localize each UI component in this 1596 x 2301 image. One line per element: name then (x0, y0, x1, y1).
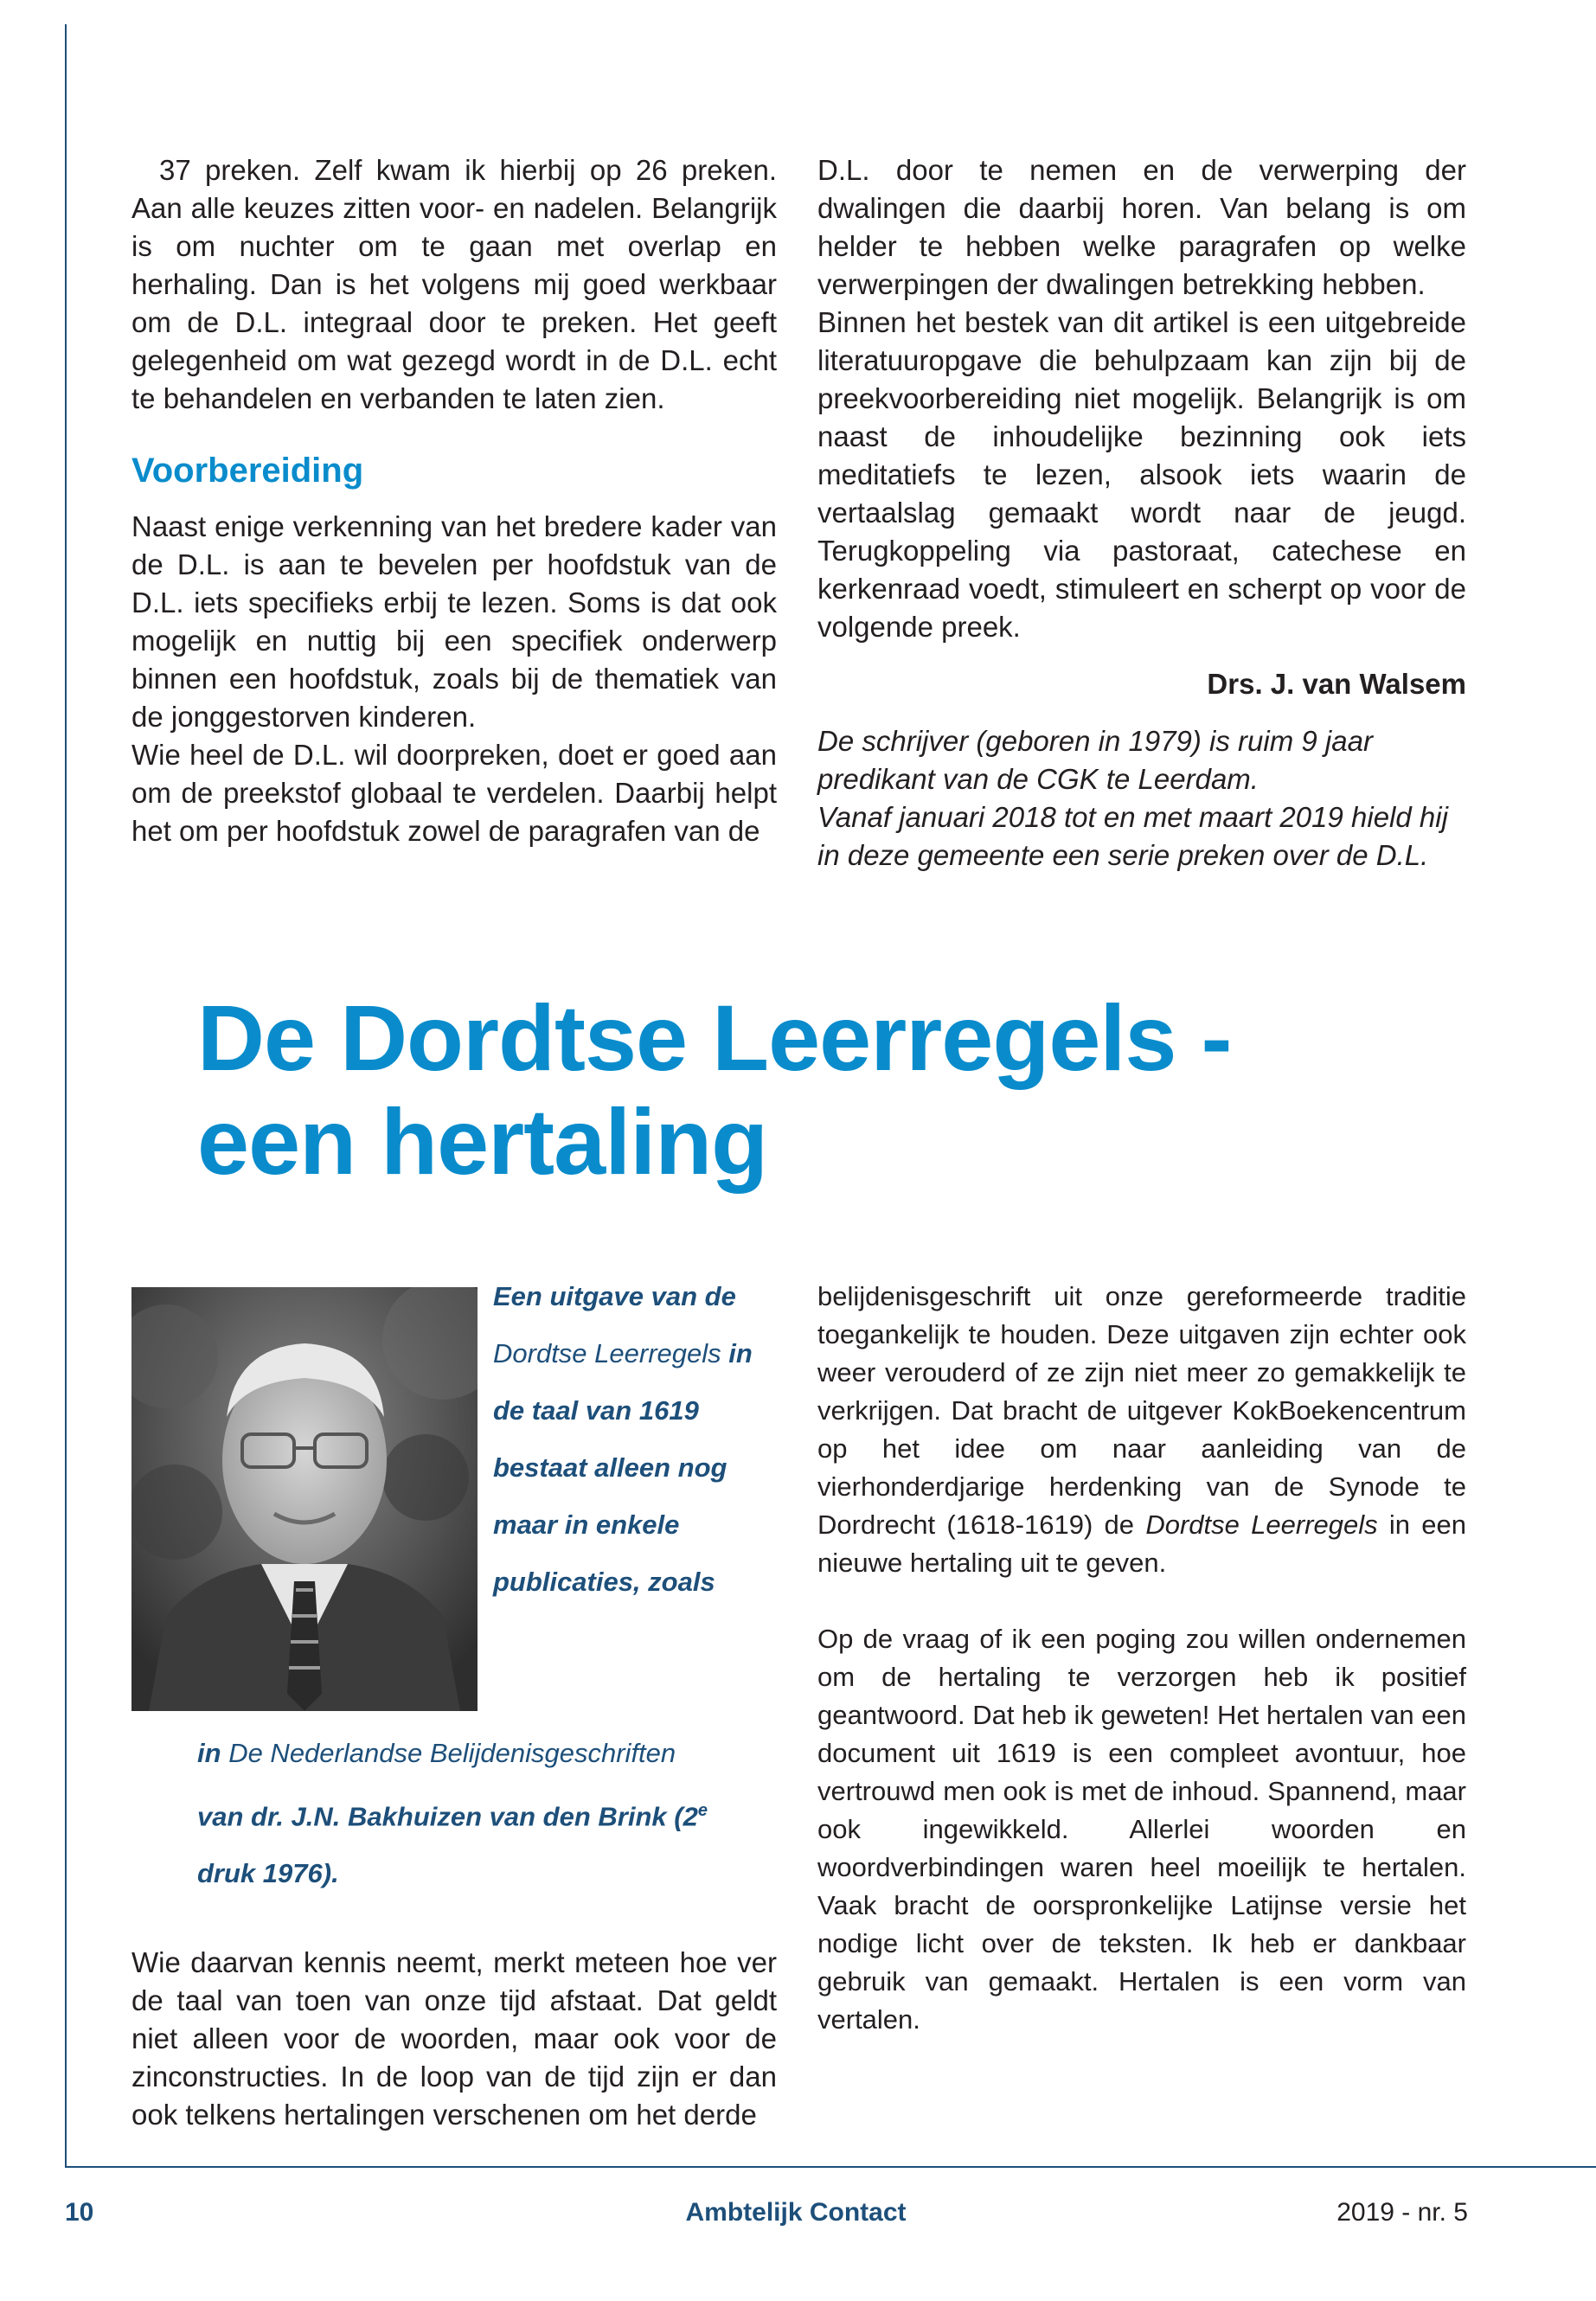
body-paragraph: Wie heel de D.L. wil doorpreken, doet er goed aan om de preekstof globaal te verdelen. Daarbij helpt het om per hoofdstuk zowel de paragrafen van de (131, 739, 777, 847)
photo-caption-continued (197, 1725, 803, 1902)
author-bio: De schrijver (geboren in 1979) is ruim 9 jaar predikant van de CGK te Leerdam. (817, 725, 1373, 795)
body-paragraph: D.L. door te nemen en de verwerping der dwalingen die daarbij horen. Van belang is om helder te hebben welke paragrafen op welke verwerpingen der dwalingen betrekking hebben. (817, 154, 1466, 300)
caption-text: Een uitgave van de (493, 1281, 736, 1311)
article-title (197, 986, 1495, 1194)
caption-superscript: e (697, 1801, 708, 1820)
author-portrait-photo (131, 1287, 478, 1711)
caption-text: druk 1976). (197, 1858, 339, 1889)
article-title-line: een hertaling (197, 1089, 768, 1194)
body-text: in een nieuwe hertaling uit te geven. (817, 1509, 1467, 1578)
article-main-left-column (131, 1944, 777, 2134)
author-bio: Vanaf januari 2018 tot en met maart 2019 hield hij in deze gemeente een serie preken over de D.L. (817, 801, 1448, 871)
article-top-right-column (817, 151, 1466, 875)
body-paragraph (817, 1278, 1466, 1582)
footer-rule (65, 2166, 1596, 2168)
caption-book-title: De Nederlandse Belijdenisgeschriften (228, 1738, 676, 1768)
photo-caption (493, 1268, 779, 1611)
body-paragraph: 37 preken. Zelf kwam ik hierbij op 26 preken. Aan alle keuzes zitten voor- en nadelen. Belangrijk is om nuchter om te gaan met overlap en herhaling. Dan is het volgens mij goed werkbaar om de D.L. integraal door te preken. Het geeft gelegenheid om wat gezegd wordt in de D.L. echt te behandelen en verbanden te laten zien. (131, 154, 777, 414)
caption-text: in (197, 1738, 221, 1768)
margin-rule-vertical (65, 24, 67, 2168)
publication-name: Ambtelijk Contact (685, 2198, 907, 2227)
article-main-right-column (817, 1278, 1466, 2039)
body-paragraph: Op de vraag of ik een poging zou willen ondernemen om de hertaling te verzorgen heb ik positief geantwoord. Dat heb ik geweten! Het hertalen van een document uit 1619 is een compleet avontuur, hoe vertrouwd men ook is met de inhoud. Spannend, maar ook ingewikkeld. Allerlei woorden en woordverbindingen waren heel moeilijk te hertalen. Vaak bracht de oorspronkelijke Latijnse versie het nodige licht over de teksten. Ik heb er dankbaar gebruik van gemaakt. Hertalen is een vorm van vertalen. (817, 1624, 1466, 2035)
body-book-title: Dordtse Leerregels (1145, 1509, 1378, 1540)
caption-text: in de taal van 1619 bestaat alleen nog maar in enkele publicaties, zoals (493, 1338, 753, 1597)
caption-text: van dr. J.N. Bakhuizen van den Brink (2 (197, 1801, 698, 1832)
issue-number: 2019 - nr. 5 (1336, 2198, 1468, 2227)
caption-book-title: Dordtse Leerregels (493, 1338, 721, 1368)
page-number: 10 (65, 2198, 94, 2227)
author-signature: Drs. J. van Walsem (1207, 668, 1466, 700)
article-top-left-column (131, 151, 777, 850)
body-text: belijdenisgeschrift uit onze gereformeerde traditie toegankelijk te houden. Deze uitgaven zijn echter ook weer verouderd of ze zijn niet meer zo gemakkelijk te verkrijgen. Dat bracht de uitgever KokBoekencentrum op het idee om naar aanleiding van de vierhonderdjarige herdenking van de Synode te Dordrecht (1618-1619) de (817, 1281, 1466, 1540)
body-paragraph: Naast enige verkenning van het bredere kader van de D.L. is aan te bevelen per hoofdstuk van de D.L. iets specifieks erbij te lezen. Soms is dat ook mogelijk en nuttig bij een specifiek onderwerp binnen een hoofdstuk, zoals bij de thematiek van de jonggestorven kinderen. (131, 510, 777, 733)
body-paragraph: Wie daarvan kennis neemt, merkt meteen hoe ver de taal van toen van onze tijd afstaat. Dat geldt niet alleen voor de woorden, maar ook voor de zinconstructies. In de loop van de tijd zijn er dan ook telkens hertalingen verschenen om het derde (131, 1946, 777, 2131)
section-heading: Voorbereiding (131, 452, 364, 490)
article-title-line: De Dordtse Leerregels - (197, 985, 1232, 1090)
body-paragraph: Binnen het bestek van dit artikel is een uitgebreide literatuuropgave die behulpzaam kan zijn bij de preekvoorbereiding niet mogelijk. Belangrijk is om naast de inhoudelijke bezinning ook iets meditatiefs te lezen, alsook iets waarin de vertaalslag gemaakt wordt naar de jeugd. Terugkoppeling via pastoraat, catechese en kerkenraad voedt, stimuleert en scherpt op voor de volgende preek. (817, 306, 1466, 643)
